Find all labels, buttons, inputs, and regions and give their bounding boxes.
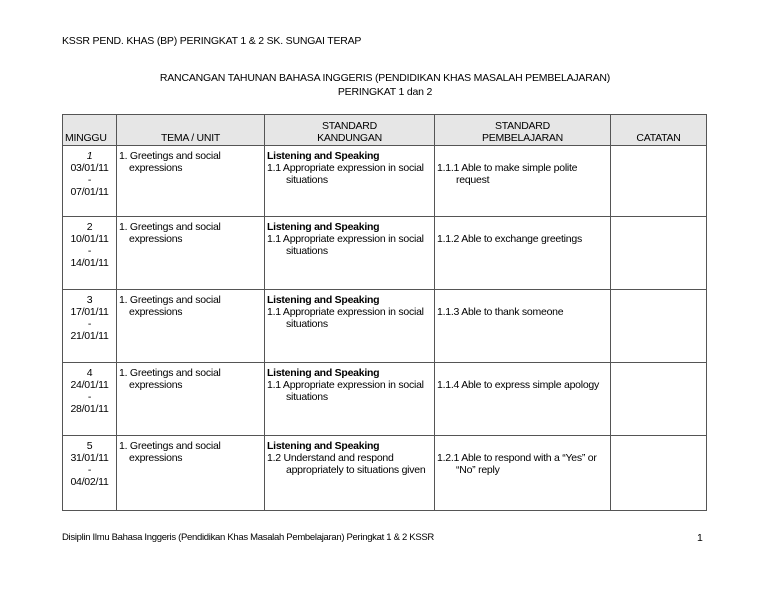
col-header-kandungan [265,115,435,146]
page-footer: Disiplin Ilmu Bahasa Inggeris (Pendidikan Khas Masalah Pembelajaran) Peringkat 1 & 2 KSSR [62,532,434,543]
week-cell [63,290,117,363]
skill-heading: Listening and Speaking [267,294,380,306]
pembelajaran-line1: 1.2.1 Able to respond with a “Yes” or [437,452,597,464]
pembelajaran-text [437,162,608,186]
kandungan-text [267,306,432,330]
pembelajaran-line1: 1.1.2 Able to exchange greetings [437,233,582,245]
tema-text [119,367,262,391]
kandungan-cell [265,363,435,436]
week-cell [63,436,117,511]
kandungan-cell [265,290,435,363]
tema-cell [117,363,265,436]
pembelajaran-line1: 1.1.4 Able to express simple apology [437,379,600,391]
tema-line2: expressions [129,452,183,464]
kandungan-text [267,452,432,476]
page-header: KSSR PEND. KHAS (BP) PERINGKAT 1 & 2 SK. SUNGAI TERAP [62,35,362,47]
date-separator: - [87,464,92,476]
date-separator: - [87,391,92,403]
table-header-row [63,115,707,146]
tema-line1: 1. Greetings and social [119,367,221,379]
tema-line2: expressions [129,162,183,174]
kandungan-line1: 1.1 Appropriate expression in social [267,233,424,245]
pembelajaran-cell [435,290,611,363]
kandungan-line2: situations [286,245,328,257]
tema-line2: expressions [129,233,183,245]
document-title: RANCANGAN TAHUNAN BAHASA INGGERIS (PENDIDIKAN KHAS MASALAH PEMBELAJARAN) [159,72,611,84]
date-separator: - [87,245,92,257]
tema-line2: expressions [129,306,183,318]
col-header-kandungan-line2: KANDUNGAN [317,132,382,144]
table-row [63,290,707,363]
table-row [63,146,707,217]
week-start-date: 17/01/11 [70,306,109,318]
kandungan-line1: 1.2 Understand and respond [267,452,394,464]
page-number: 1 [697,532,703,544]
week-number: 4 [86,367,93,379]
skill-heading: Listening and Speaking [267,150,380,162]
week-start-date: 31/01/11 [70,452,109,464]
skill-heading: Listening and Speaking [267,440,380,452]
col-header-pembelajaran [435,115,611,146]
tema-text [119,440,262,464]
week-end-date: 07/01/11 [70,186,109,198]
tema-cell [117,217,265,290]
table-row [63,436,707,511]
kandungan-text [267,379,432,403]
catatan-cell [611,217,707,290]
pembelajaran-line2: request [456,174,490,186]
tema-line1: 1. Greetings and social [119,294,221,306]
kandungan-line2: situations [286,174,328,186]
pembelajaran-text [437,452,608,476]
week-number: 5 [86,440,93,452]
kandungan-line1: 1.1 Appropriate expression in social [267,306,424,318]
pembelajaran-line1: 1.1.3 Able to thank someone [437,306,564,318]
kandungan-cell [265,436,435,511]
tema-line1: 1. Greetings and social [119,150,221,162]
skill-heading: Listening and Speaking [267,221,380,233]
pembelajaran-cell [435,363,611,436]
col-header-tema-label: TEMA / UNIT [160,132,221,144]
col-header-minggu-label: MINGGU [65,132,107,144]
col-header-pembelajaran-line2: PEMBELAJARAN [481,132,564,144]
tema-cell [117,436,265,511]
tema-text [119,150,262,174]
pembelajaran-cell [435,436,611,511]
kandungan-line2: situations [286,391,328,403]
catatan-cell [611,290,707,363]
col-header-catatan [611,115,707,146]
week-cell [63,217,117,290]
pembelajaran-cell [435,146,611,217]
kandungan-line1: 1.1 Appropriate expression in social [267,379,424,391]
catatan-cell [611,436,707,511]
col-header-catatan-label: CATATAN [636,132,681,144]
yearly-plan-table [62,114,707,511]
week-end-date: 04/02/11 [70,476,109,488]
col-header-pembelajaran-line1: STANDARD [495,120,550,132]
pembelajaran-text [437,379,608,391]
document-subtitle: PERINGKAT 1 dan 2 [337,86,433,98]
week-end-date: 21/01/11 [70,330,109,342]
catatan-cell [611,363,707,436]
kandungan-text [267,162,432,186]
kandungan-cell [265,146,435,217]
date-separator: - [87,174,92,186]
table-row [63,217,707,290]
tema-cell [117,290,265,363]
week-end-date: 14/01/11 [70,257,109,269]
week-cell [63,146,117,217]
col-header-minggu [63,115,117,146]
pembelajaran-text [437,233,608,245]
week-end-date: 28/01/11 [70,403,109,415]
week-number: 1 [86,150,93,162]
tema-text [119,221,262,245]
tema-text [119,294,262,318]
week-start-date: 10/01/11 [70,233,109,245]
kandungan-line2: situations [286,318,328,330]
pembelajaran-line2: “No” reply [456,464,500,476]
tema-line1: 1. Greetings and social [119,221,221,233]
week-number: 2 [86,221,93,233]
pembelajaran-cell [435,217,611,290]
week-cell [63,363,117,436]
pembelajaran-line1: 1.1.1 Able to make simple polite [437,162,578,174]
date-separator: - [87,318,92,330]
tema-line2: expressions [129,379,183,391]
week-start-date: 24/01/11 [70,379,109,391]
kandungan-line2: appropriately to situations given [286,464,426,476]
tema-line1: 1. Greetings and social [119,440,221,452]
week-start-date: 03/01/11 [70,162,109,174]
kandungan-cell [265,217,435,290]
kandungan-text [267,233,432,257]
kandungan-line1: 1.1 Appropriate expression in social [267,162,424,174]
table-row [63,363,707,436]
col-header-kandungan-line1: STANDARD [322,120,377,132]
pembelajaran-text [437,306,608,318]
col-header-tema [117,115,265,146]
week-number: 3 [86,294,93,306]
tema-cell [117,146,265,217]
skill-heading: Listening and Speaking [267,367,380,379]
catatan-cell [611,146,707,217]
